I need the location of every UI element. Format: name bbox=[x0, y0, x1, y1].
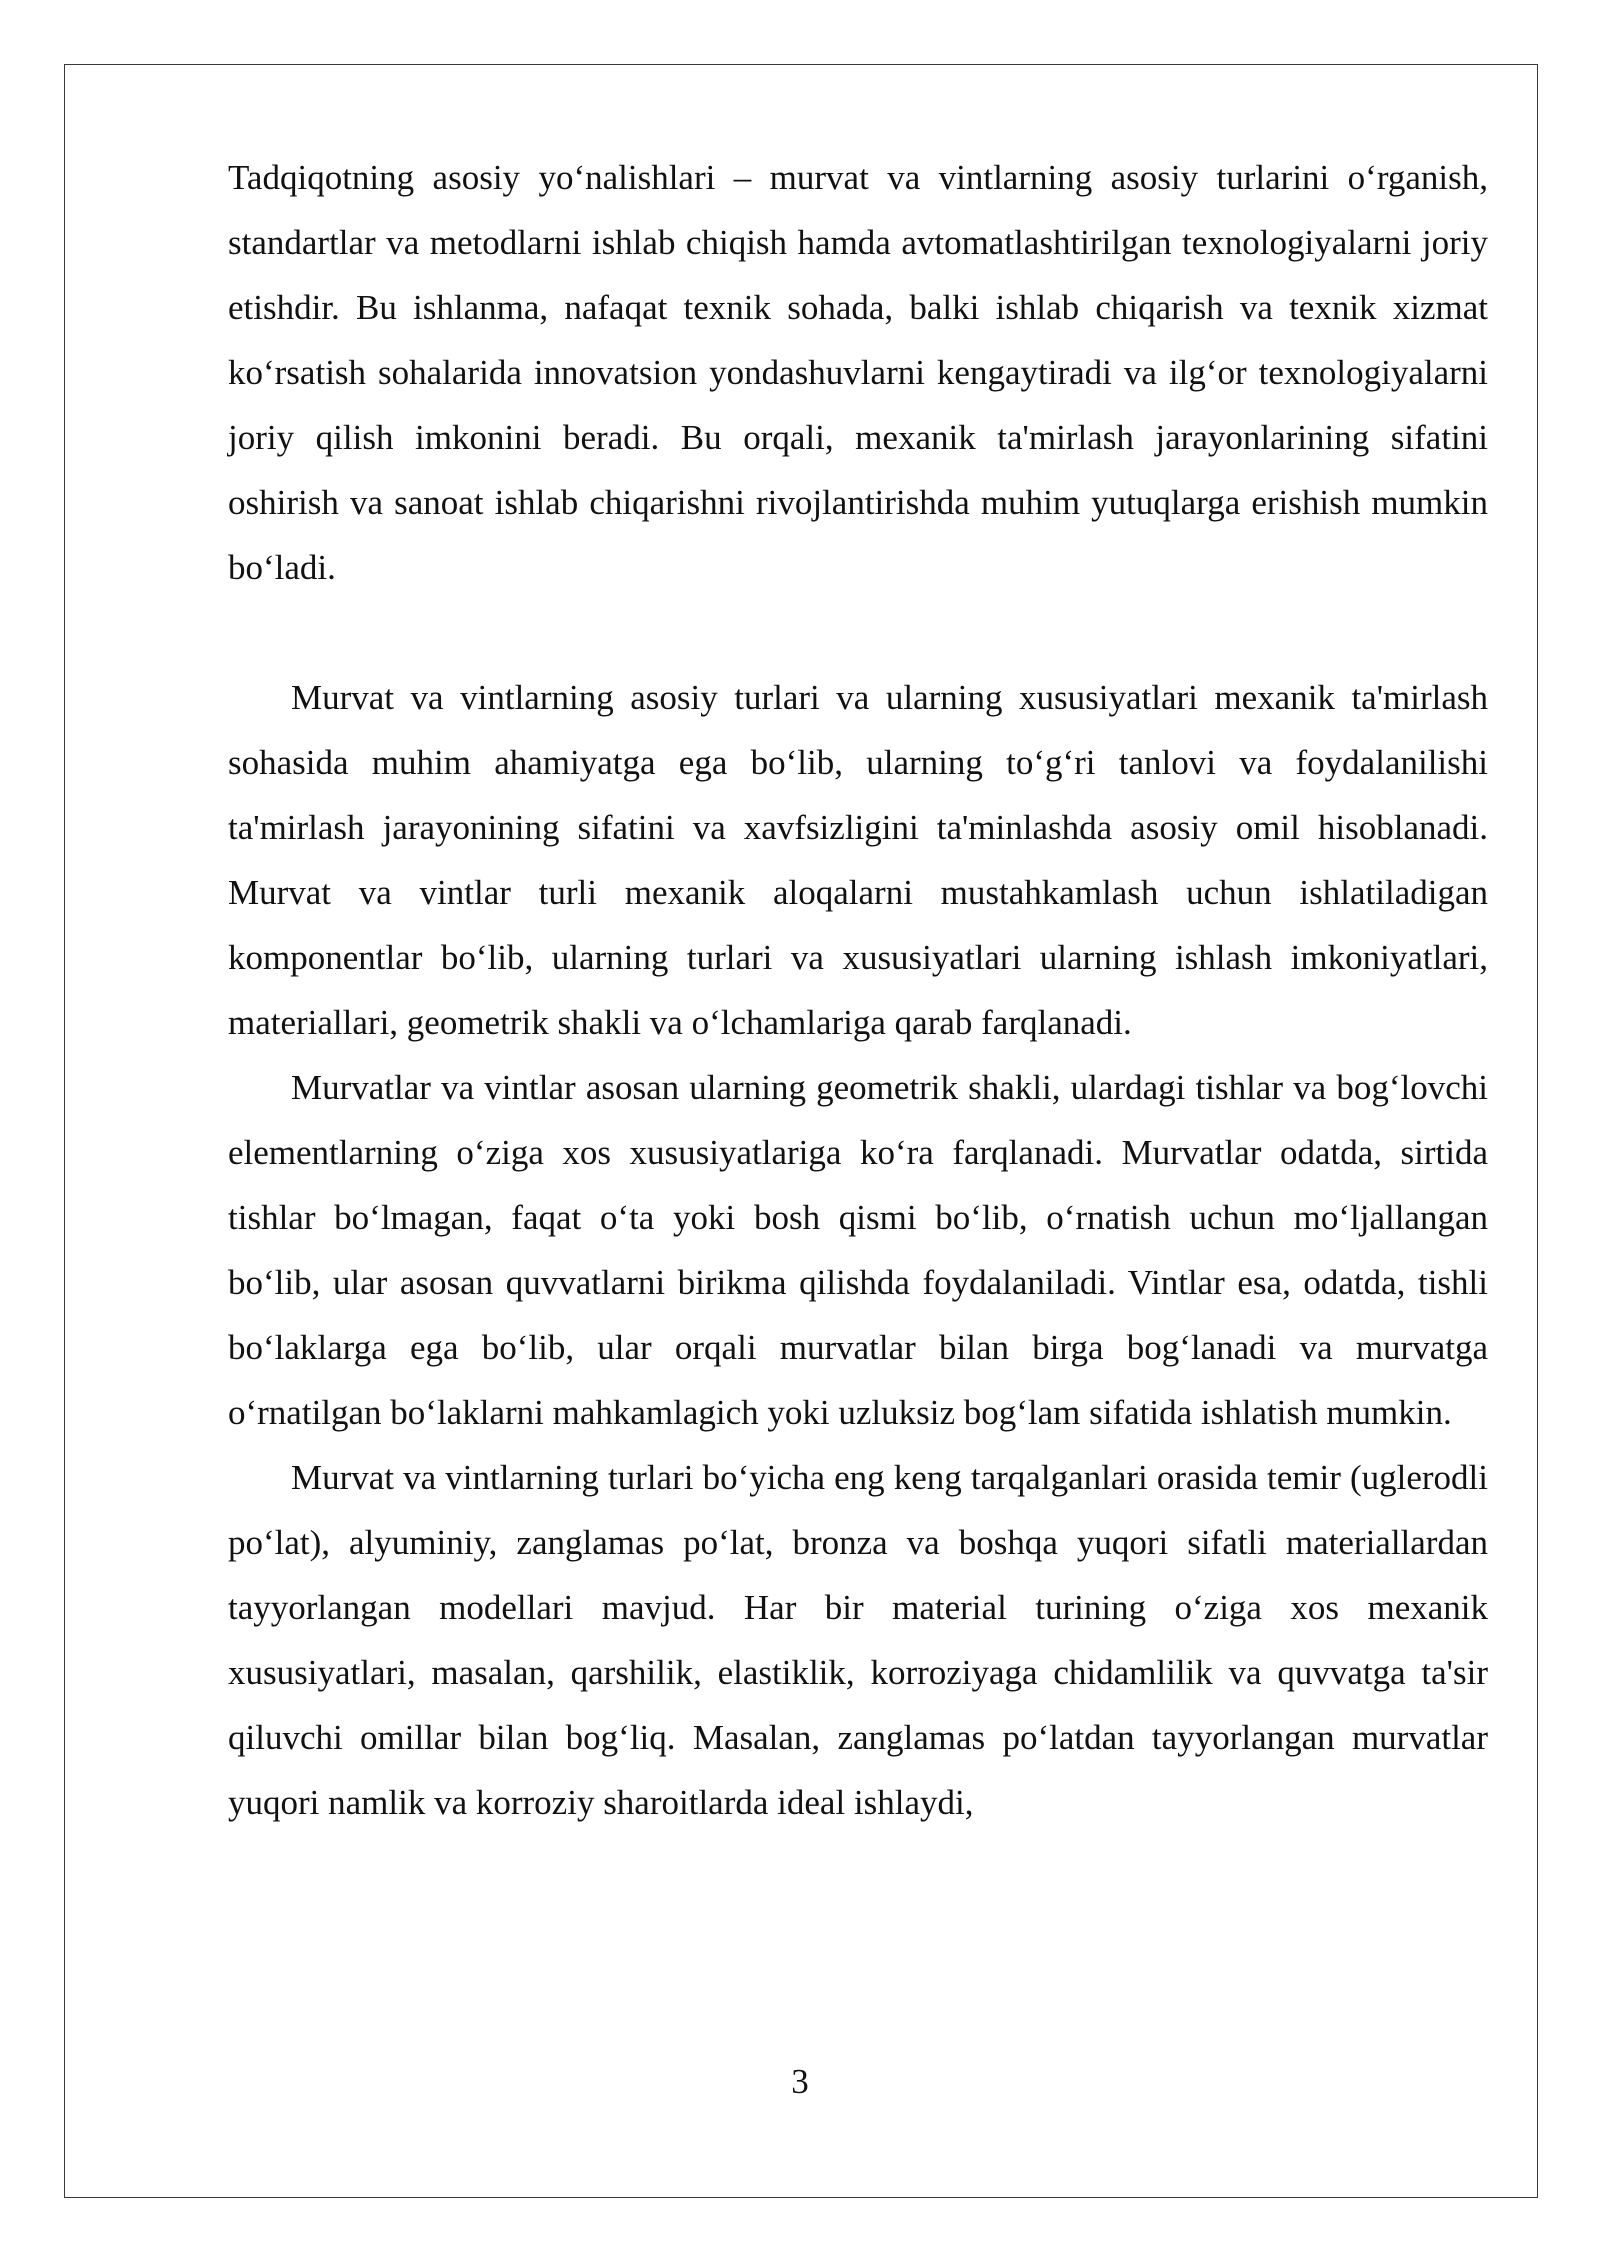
paragraph-bolt-screw-types: Murvat va vintlarning asosiy turlari va ularning xususiyatlari mexanik ta'mirlash sohasida muhim ahamiyatga ega bo‘lib, ularning to‘g‘ri tanlovi va foydalanilishi ta'mirlash jarayonining sifatini va xavfsizligini ta'minlashda asosiy omil hisoblanadi. Murvat va vintlar turli mexanik aloqalarni mustahkamlash uchun ishlatiladigan komponentlar bo‘lib, ularning turlari va xususiyatlari ularning ishlash imkoniyatlari, materiallari, geometrik shakli va o‘lchamlariga qarab farqlanadi. bbox=[228, 678, 1488, 1042]
paragraph-research-directions: Tadqiqotning asosiy yo‘nalishlari – murvat va vintlarning asosiy turlarini o‘rganish, standartlar va metodlarni ishlab chiqish hamda avtomatlashtirilgan texnologiyalarni joriy etishdir. Bu ishlanma, nafaqat texnik sohada, balki ishlab chiqarish va texnik xizmat ko‘rsatish sohalarida innovatsion yondashuvlarni kengaytiradi va ilg‘or texnologiyalarni joriy qilish imkonini beradi. Bu orqali, mexanik ta'mirlash jarayonlarining sifatini oshirish va sanoat ishlab chiqarishni rivojlantirishda muhim yutuqlarga erishish mumkin bo‘ladi. bbox=[228, 158, 1488, 587]
paragraph-materials: Murvat va vintlarning turlari bo‘yicha eng keng tarqalganlari orasida temir (uglerodli po‘lat), alyuminiy, zanglamas po‘lat, bronza va boshqa yuqori sifatli materiallardan tayyorlangan modellari mavjud. Har bir material turining o‘ziga xos mexanik xususiyatlari, masalan, qarshilik, elastiklik, korroziyaga chidamlilik va quvvatga ta'sir qiluvchi omillar bilan bog‘liq. Masalan, zanglamas po‘latdan tayyorlangan murvatlar yuqori namlik va korroziy sharoitlarda ideal ishlaydi, bbox=[228, 1458, 1488, 1822]
document-body bbox=[228, 145, 1488, 1835]
page-number: 3 bbox=[791, 2062, 809, 2101]
paragraph-geometric-differences: Murvatlar va vintlar asosan ularning geometrik shakli, ulardagi tishlar va bog‘lovchi elementlarning o‘ziga xos xususiyatlariga ko‘ra farqlanadi. Murvatlar odatda, sirtida tishlar bo‘lmagan, faqat o‘ta yoki bosh qismi bo‘lib, o‘rnatish uchun mo‘ljallangan bo‘lib, ular asosan quvvatlarni birikma qilishda foydalaniladi. Vintlar esa, odatda, tishli bo‘laklarga ega bo‘lib, ular orqali murvatlar bilan birga bog‘lanadi va murvatga o‘rnatilgan bo‘laklarni mahkamlagich yoki uzluksiz bog‘lam sifatida ishlatish mumkin. bbox=[228, 1068, 1488, 1432]
